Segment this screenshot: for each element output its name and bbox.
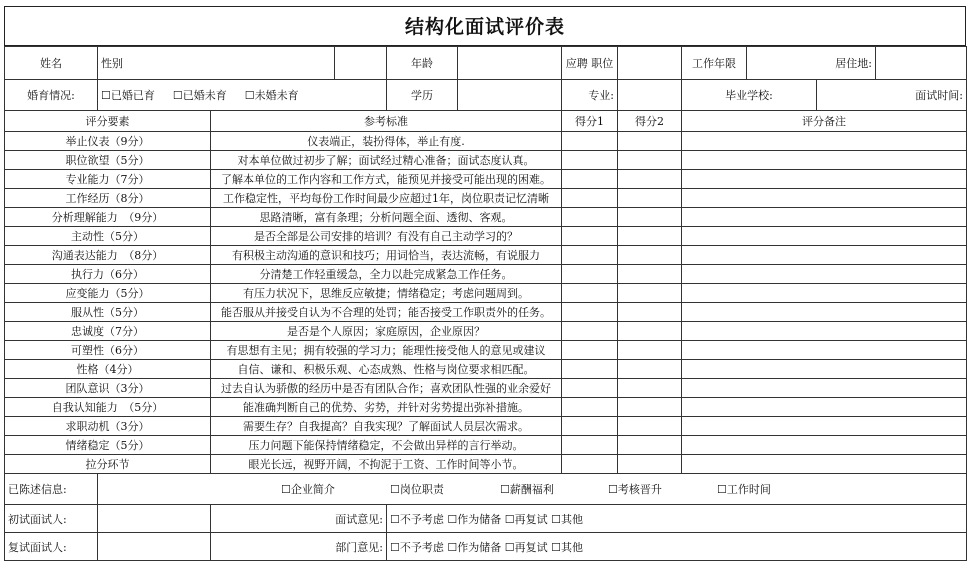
score2-cell[interactable]	[618, 246, 682, 265]
score2-cell[interactable]	[618, 151, 682, 170]
address-label: 居住地:	[747, 47, 876, 80]
score1-cell[interactable]	[562, 246, 618, 265]
score1-cell[interactable]	[562, 322, 618, 341]
criteria-element: 应变能力（5分）	[5, 284, 211, 303]
header-notes: 评分备注	[682, 111, 967, 132]
score2-cell[interactable]	[618, 455, 682, 474]
dept-option-reserve[interactable]: ☐作为储备	[447, 540, 502, 554]
info-row-basic	[5, 47, 967, 80]
form-title: 结构化面试评价表	[4, 6, 966, 46]
marital-option-unmarried[interactable]: ☐未婚未育	[244, 89, 299, 102]
criteria-row	[5, 284, 967, 303]
score2-cell[interactable]	[618, 341, 682, 360]
first-option-reject[interactable]: ☐不予考虑	[390, 512, 444, 526]
major-value[interactable]	[618, 80, 682, 111]
criteria-standard: 自信、谦和、积极乐观、心态成熟、性格与岗位要求相匹配。	[211, 360, 562, 379]
score2-cell[interactable]	[618, 436, 682, 455]
criteria-row	[5, 455, 967, 474]
address-value[interactable]	[876, 47, 967, 80]
criteria-element: 拉分环节	[5, 455, 211, 474]
first-opinion-label: 面试意见:	[211, 505, 387, 533]
score1-cell[interactable]	[562, 208, 618, 227]
first-option-other[interactable]: ☐其他	[551, 512, 583, 526]
position-label: 应聘 职位	[562, 47, 618, 80]
score1-cell[interactable]	[562, 360, 618, 379]
criteria-element: 职位欲望（5分）	[5, 151, 211, 170]
criteria-element: 可塑性（6分）	[5, 341, 211, 360]
header-standard: 参考标准	[211, 111, 562, 132]
criteria-row	[5, 360, 967, 379]
criteria-element: 沟通表达能力 （8分）	[5, 246, 211, 265]
score2-cell[interactable]	[618, 322, 682, 341]
education-label: 学历	[387, 80, 458, 111]
criteria-element: 服从性（5分）	[5, 303, 211, 322]
criteria-row	[5, 303, 967, 322]
first-interview-row	[5, 505, 967, 533]
age-label: 年龄	[387, 47, 458, 80]
score2-cell[interactable]	[618, 132, 682, 151]
score2-cell[interactable]	[618, 170, 682, 189]
criteria-row	[5, 151, 967, 170]
dept-option-reject[interactable]: ☐不予考虑	[390, 540, 444, 554]
first-option-reserve[interactable]: ☐作为储备	[447, 512, 502, 526]
criteria-element: 工作经历（8分）	[5, 189, 211, 208]
score1-cell[interactable]	[562, 398, 618, 417]
stated-option-promotion[interactable]: ☐考核晋升	[608, 483, 662, 496]
stated-option-duties[interactable]: ☐岗位职责	[390, 483, 444, 496]
second-interview-row	[5, 533, 967, 561]
notes-cell[interactable]	[682, 303, 967, 322]
notes-cell[interactable]	[682, 398, 967, 417]
criteria-element: 自我认知能力 （5分）	[5, 398, 211, 417]
criteria-element: 求职动机（3分）	[5, 417, 211, 436]
name-label: 姓名	[5, 47, 98, 80]
score1-cell[interactable]	[562, 284, 618, 303]
department-opinion-label: 部门意见:	[211, 533, 387, 561]
criteria-element: 情绪稳定（5分）	[5, 436, 211, 455]
score1-cell[interactable]	[562, 151, 618, 170]
score1-cell[interactable]	[562, 303, 618, 322]
first-option-retest[interactable]: ☐再复试	[504, 512, 548, 526]
stated-option-hours[interactable]: ☐工作时间	[717, 483, 771, 496]
notes-cell[interactable]	[682, 132, 967, 151]
notes-cell[interactable]	[682, 151, 967, 170]
notes-cell[interactable]	[682, 360, 967, 379]
school-label: 毕业学校:	[682, 80, 817, 111]
marital-option-married-children[interactable]: ☐已婚已育	[101, 89, 155, 102]
criteria-element: 性格（4分）	[5, 360, 211, 379]
score2-cell[interactable]	[618, 303, 682, 322]
criteria-row	[5, 436, 967, 455]
stated-info-label: 已陈述信息:	[5, 474, 98, 505]
score1-cell[interactable]	[562, 189, 618, 208]
criteria-standard: 眼光长远，视野开阔，不拘泥于工资、工作时间等小节。	[211, 455, 562, 474]
criteria-standard: 工作稳定性，平均每份工作时间最少应超过1年，岗位职责记忆清晰	[211, 189, 562, 208]
years-label: 工作年限	[682, 47, 747, 80]
criteria-standard: 了解本单位的工作内容和工作方式，能预见并接受可能出现的困难。	[211, 170, 562, 189]
marital-options	[98, 80, 387, 111]
criteria-element: 忠诚度（7分）	[5, 322, 211, 341]
notes-cell[interactable]	[682, 436, 967, 455]
gender-label: 性别	[98, 47, 335, 80]
criteria-standard: 对本单位做过初步了解；面试经过精心准备；面试态度认真。	[211, 151, 562, 170]
age-value[interactable]	[458, 47, 562, 80]
criteria-standard: 能否服从并接受自认为不合理的处罚；能否接受工作职责外的任务。	[211, 303, 562, 322]
stated-info-row	[5, 474, 967, 505]
notes-cell[interactable]	[682, 284, 967, 303]
criteria-standard: 需要生存？自我提高？自我实现？了解面试人员层次需求。	[211, 417, 562, 436]
first-interviewer-label: 初试面试人:	[5, 505, 98, 533]
evaluation-form	[4, 6, 966, 570]
criteria-standard: 是否是个人原因；家庭原因，企业原因？	[211, 322, 562, 341]
criteria-standard: 有压力状况下，思维反应敏捷；情绪稳定；考虑问题周到。	[211, 284, 562, 303]
criteria-row	[5, 417, 967, 436]
criteria-standard: 仪表端正，装扮得体，举止有度.	[211, 132, 562, 151]
marital-option-married-no-children[interactable]: ☐已婚未育	[172, 89, 227, 102]
criteria-standard: 过去自认为骄傲的经历中是否有团队合作；喜欢团队性强的业余爱好	[211, 379, 562, 398]
criteria-row	[5, 170, 967, 189]
criteria-row	[5, 246, 967, 265]
criteria-row	[5, 265, 967, 284]
score2-cell[interactable]	[618, 379, 682, 398]
criteria-row	[5, 379, 967, 398]
notes-cell[interactable]	[682, 322, 967, 341]
score2-cell[interactable]	[618, 417, 682, 436]
dept-option-retest[interactable]: ☐再复试	[504, 540, 548, 554]
stated-option-company[interactable]: ☐企业简介	[281, 483, 335, 496]
dept-option-other[interactable]: ☐其他	[551, 540, 583, 554]
notes-cell[interactable]	[682, 170, 967, 189]
criteria-element: 举止仪表（9分）	[5, 132, 211, 151]
header-score2: 得分2	[618, 111, 682, 132]
criteria-list	[5, 132, 967, 474]
notes-cell[interactable]	[682, 189, 967, 208]
score1-cell[interactable]	[562, 341, 618, 360]
position-value[interactable]	[618, 47, 682, 80]
notes-cell[interactable]	[682, 246, 967, 265]
criteria-row	[5, 208, 967, 227]
stated-option-salary[interactable]: ☐薪酬福利	[500, 483, 554, 496]
criteria-standard: 分清楚工作轻重缓急，全力以赴完成紧急工作任务。	[211, 265, 562, 284]
first-interviewer-value[interactable]	[98, 505, 211, 533]
criteria-row	[5, 189, 967, 208]
criteria-standard: 压力问题下能保持情绪稳定，不会做出异样的言行举动。	[211, 436, 562, 455]
notes-cell[interactable]	[682, 227, 967, 246]
criteria-standard: 能准确判断自己的优势、劣势，并针对劣势提出弥补措施。	[211, 398, 562, 417]
info-row-background	[5, 80, 967, 111]
gender-value[interactable]	[335, 47, 387, 80]
header-element: 评分要素	[5, 111, 211, 132]
first-opinion-options	[387, 505, 967, 533]
score1-cell[interactable]	[562, 265, 618, 284]
second-interviewer-label: 复试面试人:	[5, 533, 98, 561]
criteria-element: 团队意识（3分）	[5, 379, 211, 398]
criteria-element: 执行力（6分）	[5, 265, 211, 284]
form-table	[4, 46, 967, 561]
notes-cell[interactable]	[682, 379, 967, 398]
criteria-standard: 有思想有主见；拥有较强的学习力；能理性接受他人的意见或建议	[211, 341, 562, 360]
score2-cell[interactable]	[618, 398, 682, 417]
score1-cell[interactable]	[562, 379, 618, 398]
notes-cell[interactable]	[682, 455, 967, 474]
criteria-element: 分析理解能力 （9分）	[5, 208, 211, 227]
score2-cell[interactable]	[618, 360, 682, 379]
stated-info-options	[98, 474, 967, 505]
marital-label: 婚育情况:	[5, 80, 98, 111]
score1-cell[interactable]	[562, 417, 618, 436]
criteria-row	[5, 398, 967, 417]
interview-time-label: 面试时间:	[817, 80, 967, 111]
department-opinion-options	[387, 533, 967, 561]
second-interviewer-value[interactable]	[98, 533, 211, 561]
score2-cell[interactable]	[618, 284, 682, 303]
major-label: 专业:	[562, 80, 618, 111]
score1-cell[interactable]	[562, 132, 618, 151]
criteria-element: 主动性（5分）	[5, 227, 211, 246]
notes-cell[interactable]	[682, 417, 967, 436]
criteria-header	[5, 111, 967, 132]
criteria-row	[5, 132, 967, 151]
criteria-standard: 思路清晰，富有条理；分析问题全面、透彻、客观。	[211, 208, 562, 227]
criteria-standard: 有积极主动沟通的意识和技巧；用词恰当，表达流畅，有说服力	[211, 246, 562, 265]
score1-cell[interactable]	[562, 455, 618, 474]
criteria-standard: 是否全部是公司安排的培训？有没有自己主动学习的？	[211, 227, 562, 246]
notes-cell[interactable]	[682, 208, 967, 227]
criteria-row	[5, 227, 967, 246]
header-score1: 得分1	[562, 111, 618, 132]
score1-cell[interactable]	[562, 227, 618, 246]
criteria-row	[5, 341, 967, 360]
score2-cell[interactable]	[618, 227, 682, 246]
score1-cell[interactable]	[562, 436, 618, 455]
notes-cell[interactable]	[682, 341, 967, 360]
score2-cell[interactable]	[618, 189, 682, 208]
score1-cell[interactable]	[562, 170, 618, 189]
education-value[interactable]	[458, 80, 562, 111]
notes-cell[interactable]	[682, 265, 967, 284]
criteria-element: 专业能力（7分）	[5, 170, 211, 189]
score2-cell[interactable]	[618, 265, 682, 284]
score2-cell[interactable]	[618, 208, 682, 227]
criteria-row	[5, 322, 967, 341]
